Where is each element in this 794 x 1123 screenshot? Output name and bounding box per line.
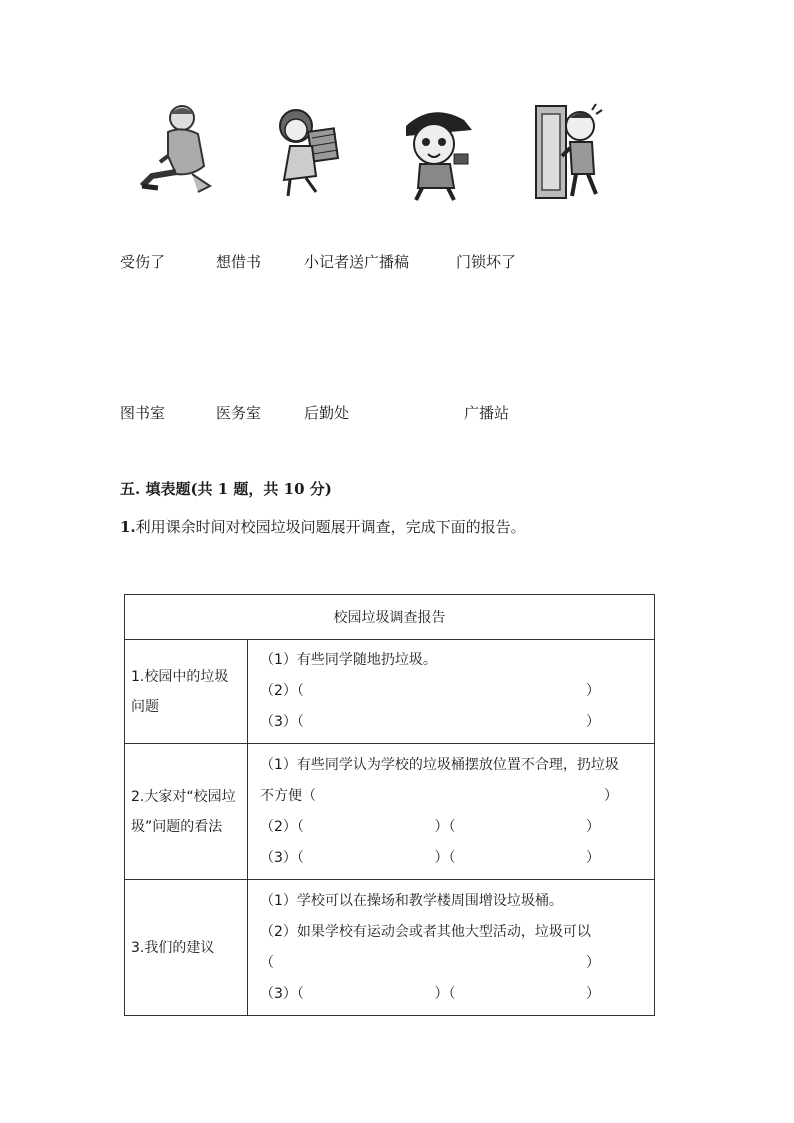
girl-with-books-icon	[260, 96, 360, 208]
injured-boy-icon	[132, 96, 232, 208]
blank-open: （3）（	[260, 849, 304, 866]
blank-open: 不方便（	[260, 787, 316, 804]
place-label: 广播站	[464, 404, 510, 422]
broken-door-icon	[526, 96, 626, 208]
report-category: 1.校园中的垃圾问题	[125, 640, 248, 744]
report-content	[248, 744, 655, 880]
blank-close[interactable]: ）	[586, 683, 600, 699]
question	[120, 516, 526, 537]
report-content	[248, 640, 655, 744]
picture-label: 受伤了	[120, 253, 166, 271]
blank-close[interactable]: ）	[586, 954, 600, 971]
report-category: 3.我们的建议	[125, 880, 248, 1016]
blank-close[interactable]: ）	[585, 985, 600, 1002]
report-content	[248, 880, 655, 1016]
report-line: （1）有些同学随地扔垃圾。	[260, 652, 437, 668]
report-line: （1）学校可以在操场和教学楼周围增设垃圾桶。	[260, 892, 563, 909]
place-label: 图书室	[120, 404, 166, 422]
blank-mid[interactable]: ）（	[434, 985, 456, 1002]
place-label: 后勤处	[304, 404, 350, 422]
blank-open: （2）（	[260, 683, 304, 699]
blank-open: （3）（	[260, 714, 304, 730]
picture-label: 门锁坏了	[456, 253, 517, 271]
report-category: 2.大家对“校园垃圾”问题的看法	[125, 744, 248, 880]
report-line: （2）如果学校有运动会或者其他大型活动，垃圾可以	[260, 923, 591, 940]
blank-close[interactable]: ）	[604, 787, 618, 804]
report-table	[124, 594, 655, 1016]
blank-close[interactable]: ）	[586, 714, 600, 730]
blank-close[interactable]: ）	[585, 818, 600, 835]
place-label: 医务室	[216, 404, 262, 422]
blank-mid[interactable]: ）（	[434, 849, 456, 866]
report-title: 校园垃圾调查报告	[125, 595, 655, 640]
blank-mid[interactable]: ）（	[434, 818, 456, 835]
blank-open: （3）（	[260, 985, 304, 1002]
report-line: （1）有些同学认为学校的垃圾桶摆放位置不合理，扔垃圾	[260, 756, 619, 773]
question-text: 利用课余时间对校园垃圾问题展开调查，完成下面的报告。	[135, 518, 526, 536]
boy-reporter-icon	[392, 96, 492, 208]
question-number: 1.	[120, 518, 136, 536]
blank-open: （	[260, 954, 274, 971]
section-title: 五. 填表题(共 1 题，共 10 分)	[120, 480, 332, 498]
blank-open: （2）（	[260, 818, 304, 835]
blank-close[interactable]: ）	[585, 849, 600, 866]
picture-label: 小记者送广播稿	[304, 253, 410, 271]
picture-label: 想借书	[216, 253, 262, 271]
